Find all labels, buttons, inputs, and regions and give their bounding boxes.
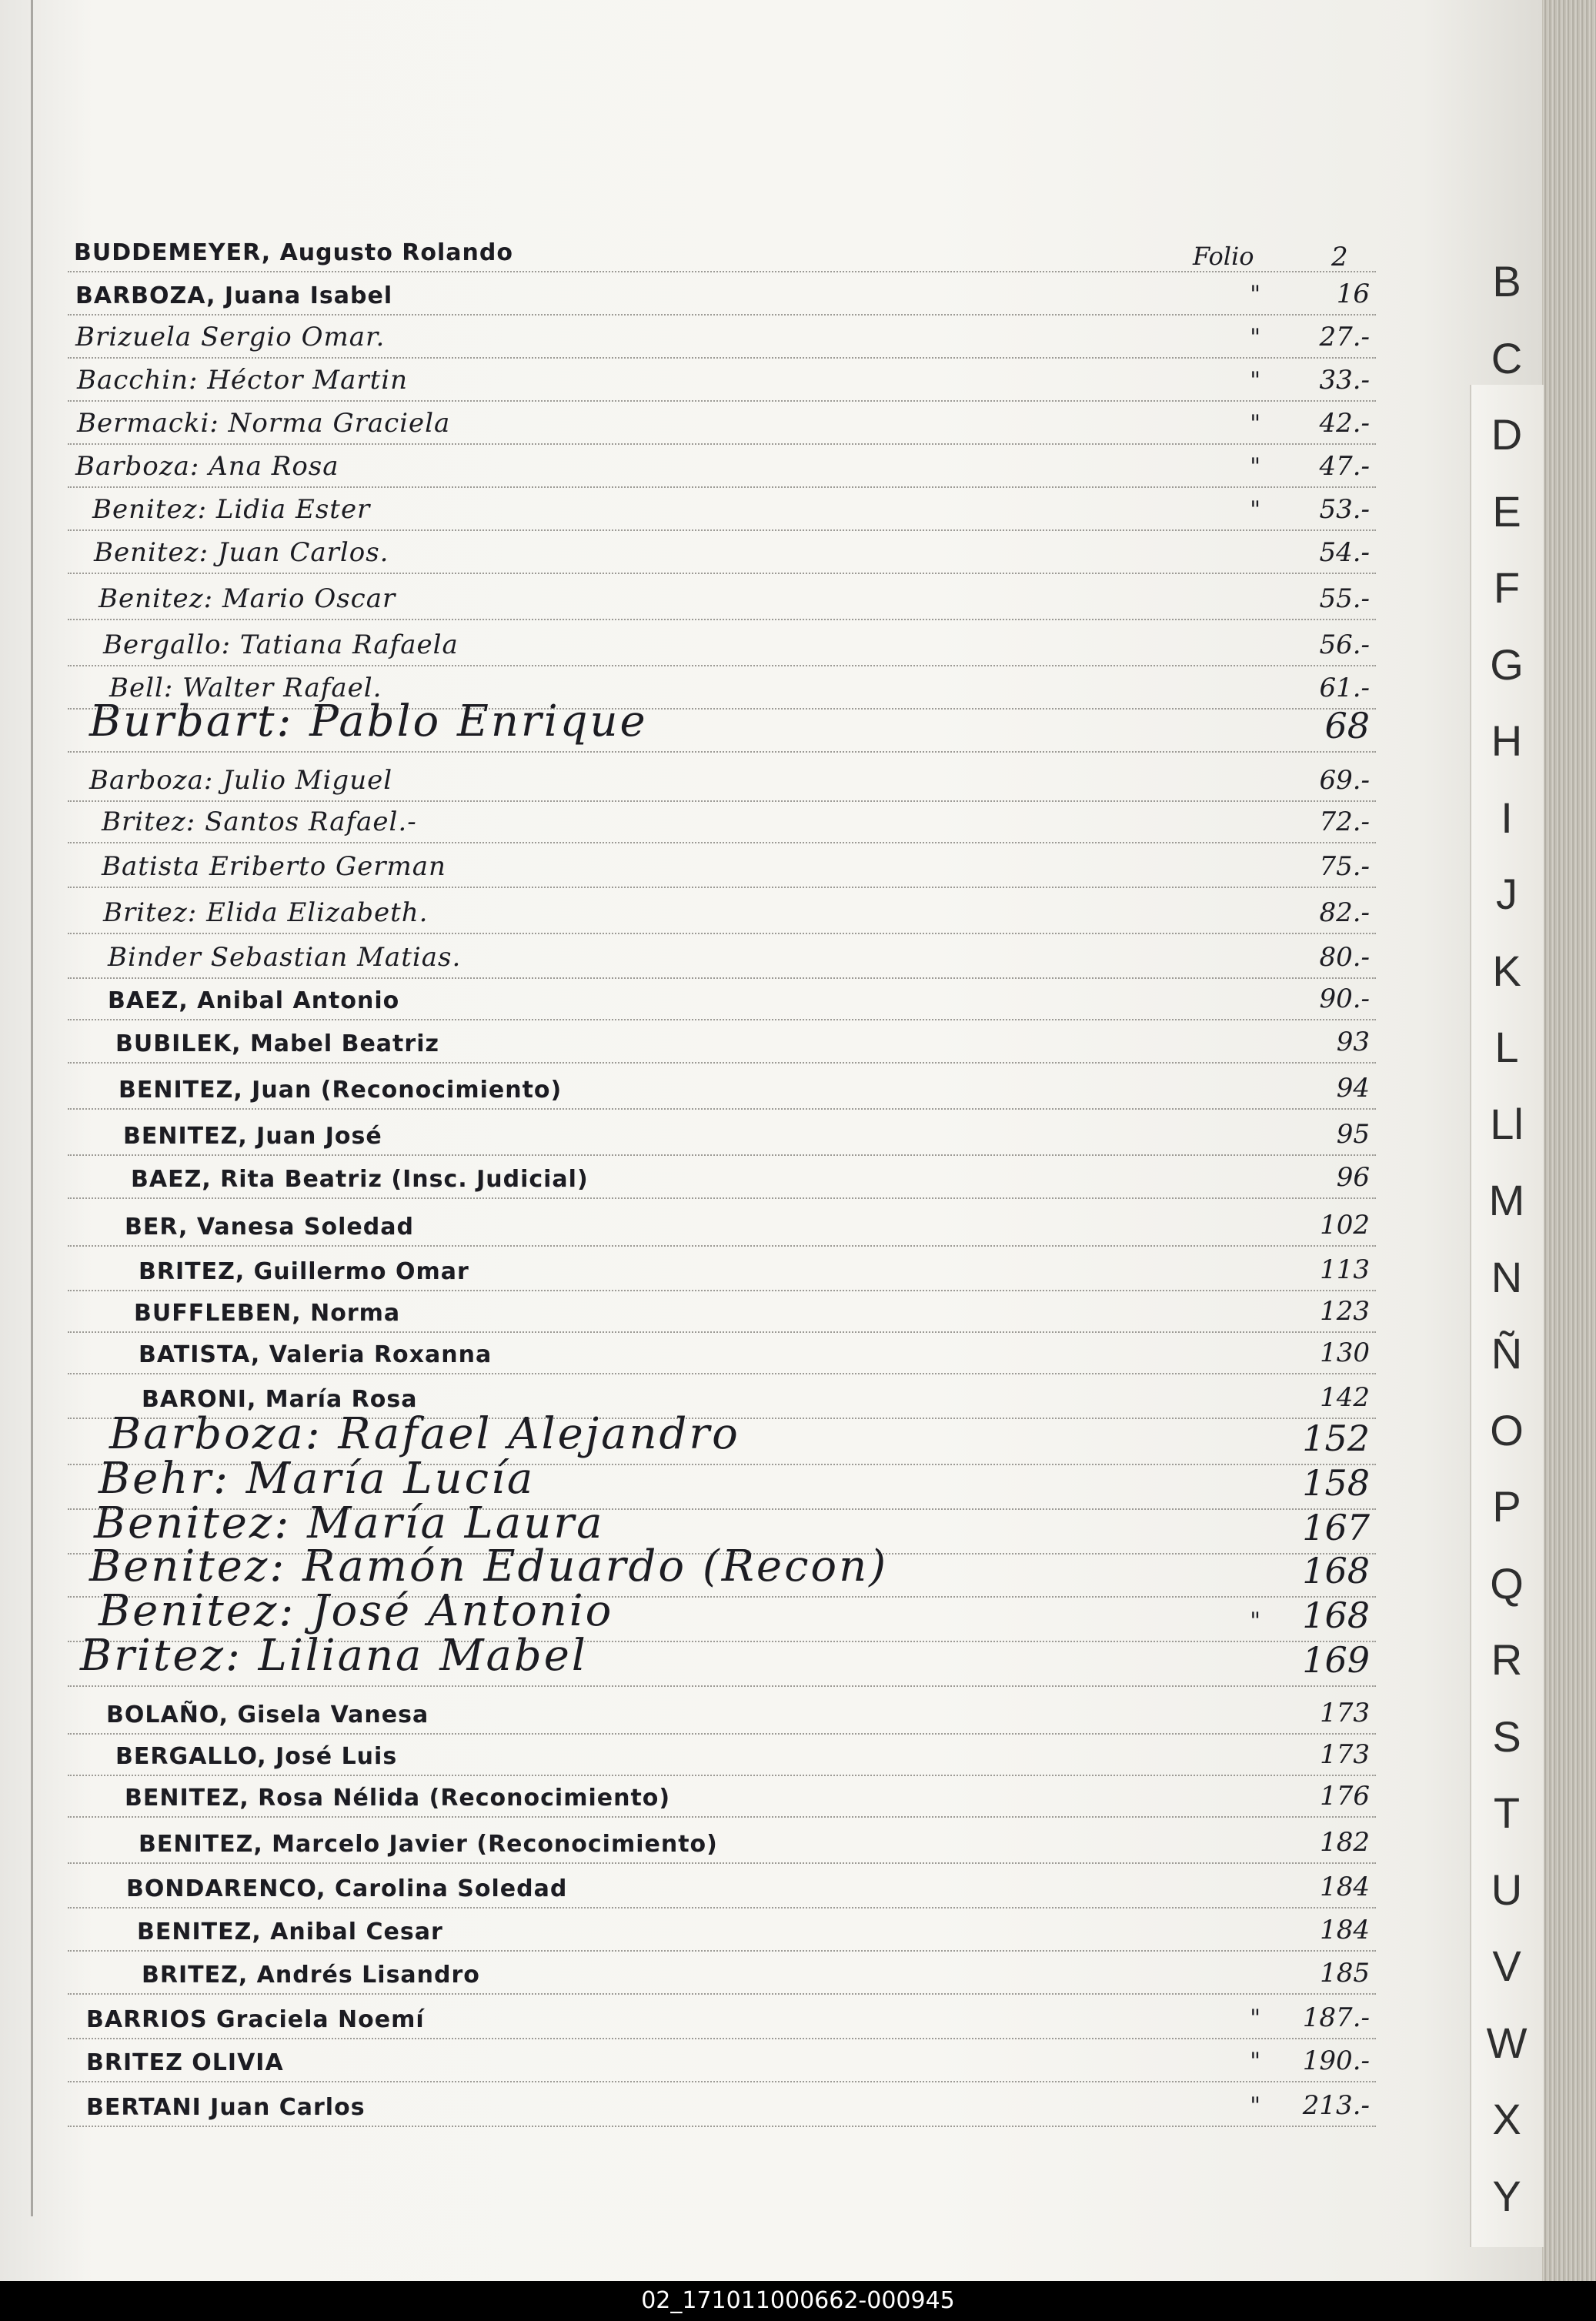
entry-name: BER, Vanesa Soledad <box>125 1214 414 1241</box>
entry-folio: 82.- <box>1319 897 1370 928</box>
entry-name: BRITEZ OLIVIA <box>86 2049 284 2076</box>
ledger-entry <box>68 272 1376 314</box>
ledger-entry <box>68 800 1376 842</box>
ditto-mark: " <box>1250 453 1260 480</box>
entry-folio: 173 <box>1320 1739 1370 1770</box>
entry-name: BRITEZ, Guillermo Omar <box>139 1258 469 1285</box>
entry-folio: 16 <box>1336 279 1370 309</box>
entry-name: Britez: Elida Elizabeth. <box>103 897 429 928</box>
entry-name: BENITEZ, Anibal Cesar <box>137 1919 443 1945</box>
ledger-entry <box>68 359 1376 400</box>
entry-name: Bermacki: Norma Graciela <box>77 408 451 439</box>
entry-name: BAEZ, Rita Beatriz (Insc. Judicial) <box>131 1166 589 1193</box>
ledger-entry <box>68 1691 1376 1733</box>
page-edge-stack <box>1542 0 1596 2281</box>
entry-name: Benitez: Juan Carlos. <box>94 537 389 568</box>
ledger-entry <box>68 696 1376 751</box>
ledger-entry <box>68 1290 1376 1331</box>
ruled-line <box>68 933 1376 934</box>
ledger-entry <box>68 845 1376 887</box>
index-tab[interactable]: B <box>1492 257 1521 306</box>
ledger-entry <box>68 1067 1376 1108</box>
ditto-mark: " <box>1250 281 1260 308</box>
entry-folio: 96 <box>1336 1162 1370 1193</box>
index-tab[interactable]: E <box>1492 486 1521 536</box>
ledger-entry <box>68 936 1376 977</box>
entry-folio: 94 <box>1336 1073 1370 1104</box>
ruled-line <box>68 1685 1376 1687</box>
ledger-entry <box>68 1775 1376 1816</box>
entry-folio: 184 <box>1320 1872 1370 1902</box>
ruled-line <box>68 1062 1376 1064</box>
index-tab[interactable]: T <box>1493 1788 1521 1837</box>
entry-name: Bacchin: Héctor Martin <box>77 365 409 396</box>
ledger-entry <box>68 1113 1376 1154</box>
ledger-entry <box>68 445 1376 486</box>
entry-folio: 80.- <box>1319 942 1370 973</box>
ruled-line <box>68 842 1376 843</box>
entry-name: BUDDEMEYER, Augusto Rolando <box>74 239 513 266</box>
entry-name: Benitez: Ramón Eduardo (Recon) <box>89 1541 889 1591</box>
entry-folio: 93 <box>1336 1027 1370 1057</box>
entry-folio: 95 <box>1336 1119 1370 1150</box>
entry-folio: 169 <box>1302 1639 1370 1681</box>
entry-name: Barboza: Rafael Alejandro <box>109 1409 740 1459</box>
entry-name: BERTANI Juan Carlos <box>86 2094 366 2121</box>
entry-folio: 69.- <box>1319 765 1370 796</box>
entry-folio: 130 <box>1320 1337 1370 1368</box>
index-tab[interactable]: G <box>1490 640 1524 689</box>
entry-name: Batista Eriberto German <box>102 851 446 882</box>
entry-name: BUBILEK, Mabel Beatriz <box>115 1030 439 1057</box>
ledger-entry <box>68 1156 1376 1197</box>
entry-name: BRITEZ, Andrés Lisandro <box>142 1962 480 1989</box>
ruled-line <box>68 2081 1376 2082</box>
entry-name: Benitez: María Laura <box>94 1498 605 1548</box>
ledger-entry <box>68 2084 1376 2126</box>
entry-name: BONDARENCO, Carolina Soledad <box>126 1875 568 1902</box>
ruled-line <box>68 1816 1376 1818</box>
ledger-entry <box>68 1909 1376 1950</box>
entry-folio: 27.- <box>1319 322 1370 352</box>
index-tab[interactable]: N <box>1491 1252 1523 1301</box>
entry-name: BENITEZ, Juan José <box>123 1123 382 1150</box>
ledger-entry <box>68 759 1376 800</box>
ledger-entry <box>68 577 1376 619</box>
entry-folio: 61.- <box>1319 673 1370 703</box>
ledger-entry <box>68 891 1376 933</box>
ledger-entry <box>68 488 1376 529</box>
entry-folio: 187.- <box>1302 2002 1370 2033</box>
index-tab[interactable]: D <box>1491 410 1523 459</box>
entry-folio: 168 <box>1302 1550 1370 1591</box>
ditto-mark: " <box>1250 367 1260 394</box>
index-tab[interactable]: H <box>1491 716 1523 765</box>
ditto-mark: " <box>1250 410 1260 437</box>
index-tab[interactable]: Q <box>1490 1558 1524 1608</box>
index-tab[interactable]: V <box>1492 1942 1521 1990</box>
entry-folio: 168 <box>1302 1595 1370 1636</box>
ruled-line <box>68 619 1376 620</box>
entry-folio: 123 <box>1320 1296 1370 1327</box>
entry-folio: 55.- <box>1319 583 1370 614</box>
entry-name: Britez: Santos Rafael.- <box>102 807 417 837</box>
index-tab[interactable]: R <box>1491 1635 1523 1684</box>
entry-folio: 185 <box>1320 1958 1370 1989</box>
entry-name: BOLAÑO, Gisela Vanesa <box>106 1702 429 1728</box>
entry-folio: 167 <box>1302 1507 1370 1548</box>
ledger-entry <box>68 1631 1376 1685</box>
entry-name: BENITEZ, Marcelo Javier (Reconocimiento) <box>139 1831 718 1858</box>
entry-folio: 184 <box>1320 1915 1370 1945</box>
index-tab[interactable]: I <box>1501 793 1513 842</box>
ledger-entry <box>68 1248 1376 1290</box>
ruled-line <box>68 1993 1376 1995</box>
ledger-entry <box>68 229 1376 271</box>
ruled-line <box>68 573 1376 574</box>
entry-name: BENITEZ, Juan (Reconocimiento) <box>119 1077 563 1104</box>
folio-header-label: Folio <box>1193 242 1254 271</box>
entry-folio: 113 <box>1320 1254 1370 1285</box>
entry-folio: 176 <box>1320 1781 1370 1812</box>
ledger-entry <box>68 1204 1376 1245</box>
entry-folio: 213.- <box>1302 2090 1370 2121</box>
entry-folio: 54.- <box>1319 537 1370 568</box>
ruled-line <box>68 887 1376 888</box>
index-tab[interactable]: S <box>1492 1712 1521 1761</box>
entry-name: BATISTA, Valeria Roxanna <box>139 1341 492 1368</box>
index-tab[interactable]: Ll <box>1490 1099 1524 1148</box>
index-tab[interactable]: W <box>1486 2018 1528 2067</box>
entry-name: BENITEZ, Rosa Nélida (Reconocimiento) <box>125 1785 671 1812</box>
entry-name: Behr: María Lucía <box>98 1454 536 1504</box>
ditto-mark: " <box>1250 2005 1260 2032</box>
entry-name: Bell: Walter Rafael. <box>109 673 382 703</box>
ledger-entry <box>68 402 1376 443</box>
entry-name: Benitez: Lidia Ester <box>92 494 371 525</box>
index-tab[interactable]: Y <box>1492 2171 1521 2220</box>
entry-name: Britez: Liliana Mabel <box>80 1631 588 1681</box>
entry-folio: 75.- <box>1319 851 1370 882</box>
entry-folio: 182 <box>1320 1827 1370 1858</box>
ledger-entry <box>68 1952 1376 1993</box>
entry-name: BUFFLEBEN, Norma <box>134 1300 401 1327</box>
index-tab[interactable]: Ñ <box>1491 1329 1523 1378</box>
entry-name: BAEZ, Anibal Antonio <box>108 987 400 1014</box>
ruled-line <box>68 1245 1376 1247</box>
index-tab[interactable]: L <box>1494 1023 1519 1071</box>
entry-folio: 102 <box>1320 1210 1370 1241</box>
ledger-entry <box>68 1996 1376 2038</box>
ledger-entry <box>68 2039 1376 2081</box>
entry-folio: 142 <box>1320 1382 1370 1413</box>
entry-name: BARBOZA, Juana Isabel <box>75 282 393 309</box>
index-tab[interactable]: J <box>1496 870 1518 918</box>
entry-name: Barboza: Ana Rosa <box>75 451 339 482</box>
index-tab[interactable]: K <box>1492 946 1521 995</box>
index-tab[interactable]: F <box>1493 563 1521 612</box>
entry-name: Burbart: Pablo Enrique <box>89 696 648 746</box>
ledger-entry <box>68 1865 1376 1907</box>
ditto-mark: " <box>1250 324 1260 351</box>
ruled-line <box>68 1197 1376 1199</box>
entry-name: Barboza: Julio Miguel <box>89 765 393 796</box>
ditto-mark: " <box>1250 1608 1260 1635</box>
entry-name: Benitez: José Antonio <box>98 1586 614 1636</box>
ruled-line <box>68 2126 1376 2127</box>
entry-name: BERGALLO, José Luis <box>115 1743 398 1770</box>
entry-folio: 42.- <box>1319 408 1370 439</box>
ledger-entry <box>68 1733 1376 1775</box>
index-tab[interactable]: M <box>1488 1176 1525 1224</box>
entry-folio: 90.- <box>1319 984 1370 1014</box>
entry-folio: 190.- <box>1302 2045 1370 2076</box>
entry-name: Brizuela Sergio Omar. <box>75 322 386 352</box>
folio-header-number: 2 <box>1331 242 1348 272</box>
ruled-line <box>68 751 1376 753</box>
entry-folio: 152 <box>1302 1418 1370 1459</box>
entry-name: BARONI, María Rosa <box>142 1386 418 1413</box>
entry-name: Binder Sebastian Matias. <box>108 942 462 973</box>
entry-folio: 68 <box>1324 705 1370 746</box>
ditto-mark: " <box>1250 2092 1260 2119</box>
ruled-line <box>68 1862 1376 1864</box>
entry-folio: 173 <box>1320 1698 1370 1728</box>
ditto-mark: " <box>1250 2048 1260 2075</box>
ledger-entry <box>68 1020 1376 1062</box>
entry-folio: 53.- <box>1319 494 1370 525</box>
ledger-entry <box>68 623 1376 665</box>
ruled-line <box>68 1108 1376 1110</box>
ditto-mark: " <box>1250 496 1260 523</box>
entry-folio: 33.- <box>1319 365 1370 396</box>
ledger-entry <box>68 1821 1376 1862</box>
entry-name: Benitez: Mario Oscar <box>98 583 396 614</box>
ruled-line <box>68 1373 1376 1374</box>
index-tab[interactable]: C <box>1491 333 1523 382</box>
entry-folio: 158 <box>1302 1462 1370 1504</box>
entry-name: Bergallo: Tatiana Rafaela <box>103 630 459 660</box>
index-tab[interactable]: X <box>1492 2095 1521 2143</box>
ledger-entry <box>68 977 1376 1019</box>
index-tab[interactable]: U <box>1491 1865 1523 1914</box>
entry-name: BARRIOS Graciela Noemí <box>86 2006 425 2033</box>
index-tab[interactable]: O <box>1490 1405 1524 1454</box>
ledger-entry <box>68 1331 1376 1373</box>
ledger-entry <box>68 316 1376 357</box>
index-tab[interactable]: P <box>1492 1482 1521 1531</box>
image-caption: 02_171011000662-000945 <box>0 2281 1596 2321</box>
entry-folio: 56.- <box>1319 630 1370 660</box>
ledger-entry <box>68 531 1376 573</box>
entry-folio: 47.- <box>1319 451 1370 482</box>
binding-line <box>31 0 33 2216</box>
entry-folio: 72.- <box>1319 807 1370 837</box>
